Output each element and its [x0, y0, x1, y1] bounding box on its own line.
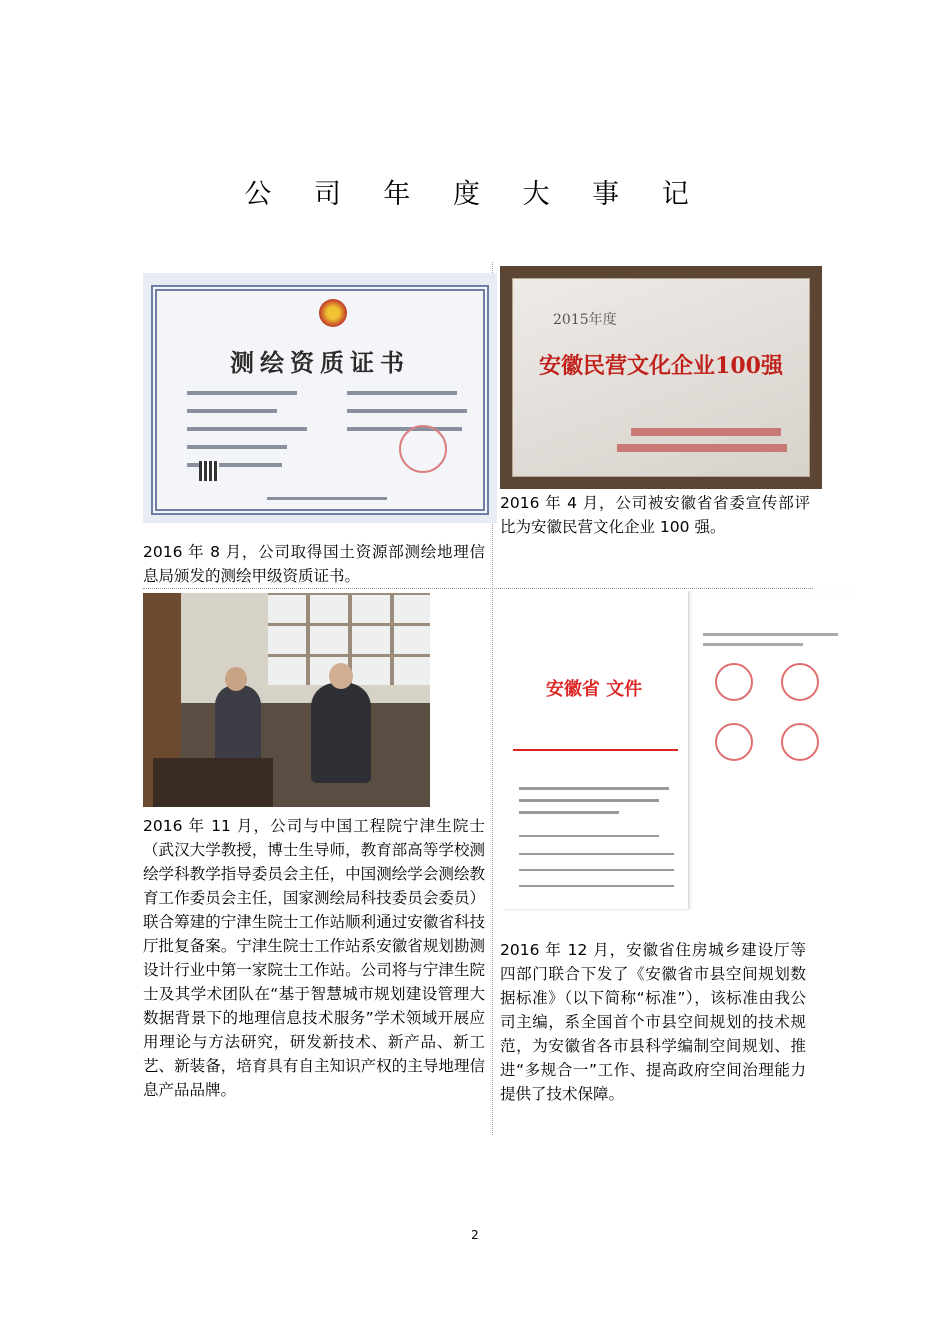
document-text-line: [519, 811, 619, 814]
row-divider: [143, 588, 813, 589]
plaque-issuer-line: [631, 428, 781, 436]
plaque-issuer-line: [617, 444, 787, 452]
certificate-caption: 2016 年 8 月，公司取得国土资源部测绘地理信息局颁发的测绘甲级资质证书。: [143, 543, 485, 585]
certificate-image: [143, 273, 497, 523]
document-text-line: [519, 835, 659, 837]
document-second-page: [693, 593, 853, 911]
certificate-text-line: [267, 497, 387, 500]
photo-person-head: [225, 667, 247, 691]
certificate-text-line: [187, 409, 277, 413]
document-text-line: [519, 885, 674, 887]
certificate-frame: [151, 285, 489, 515]
official-stamp-icon: [399, 425, 447, 473]
plaque-award-title: 安徽民营文化企业100强: [539, 353, 783, 379]
certificate-text-line: [347, 409, 467, 413]
certificate-text-line: [347, 391, 457, 395]
plaque-caption: 2016 年 4 月，公司被安徽省省委宣传部评比为安徽民营文化企业 100 强。: [500, 494, 810, 536]
document-text-line: [703, 643, 803, 646]
certificate-text-line: [187, 427, 307, 431]
document-red-header: 安徽省 文件: [545, 679, 643, 700]
document-text-line: [519, 799, 659, 802]
document-red-rule: [513, 749, 678, 751]
official-seal-icon: [715, 663, 753, 701]
standard-caption: 2016 年 12 月，安徽省住房城乡建设厅等四部门联合下发了《安徽省市县空间规划数据标准》（以下简称“标准”），该标准由我公司主编，系全国首个市县空间规划的技术规范，为安徽省各市县科学编制空间规划、推进“多规合一”工作、提高政府空间治理能力提供了技术保障。: [500, 941, 806, 1103]
page-number: 2: [471, 1228, 479, 1242]
photo-person: [311, 683, 371, 783]
certificate-text-line: [187, 391, 297, 395]
certificate-text-line: [187, 445, 287, 449]
document-text-line: [519, 869, 674, 871]
official-seal-icon: [781, 723, 819, 761]
meeting-photo: [143, 593, 430, 807]
standard-document-image: [503, 591, 853, 911]
plaque-panel: [512, 278, 810, 477]
certificate-text-line: [347, 427, 462, 431]
document-text-line: [519, 787, 669, 790]
qr-code-icon: [199, 461, 219, 481]
official-seal-icon: [715, 723, 753, 761]
national-emblem-icon: [319, 299, 347, 327]
photo-person-head: [329, 663, 353, 689]
document-first-page: [503, 591, 688, 909]
official-seal-icon: [781, 663, 819, 701]
document-text-line: [703, 633, 838, 636]
certificate-title: 测绘资质证书: [230, 348, 410, 377]
academician-caption: 2016 年 11 月，公司与中国工程院宁津生院士（武汉大学教授，博士生导师，教育部高等学校测绘学科教学指导委员会主任，中国测绘学会测绘教育工作委员会主任，国家测绘局科技委员会委员）联合筹建的宁津生院士工作站顺利通过安徽省科技厅批复备案。宁津生院士工作站系安徽省规划勘测设计行业中第一家院士工作站。公司将与宁津生院士及其学术团队在“基于智慧城市规划建设管理大数据背景下的地理信息技术服务”学术领域开展应用理论与方法研究，研发新技术、新产品、新工艺、新装备，培育具有自主知识产权的主导地理信息产品品牌。: [143, 817, 485, 1099]
page-title: 公 司 年 度 大 事 记: [244, 179, 706, 210]
document-text-line: [519, 853, 674, 855]
plaque-year: 2015年度: [553, 312, 617, 328]
photo-table: [153, 758, 273, 807]
award-plaque-image: [500, 266, 822, 489]
